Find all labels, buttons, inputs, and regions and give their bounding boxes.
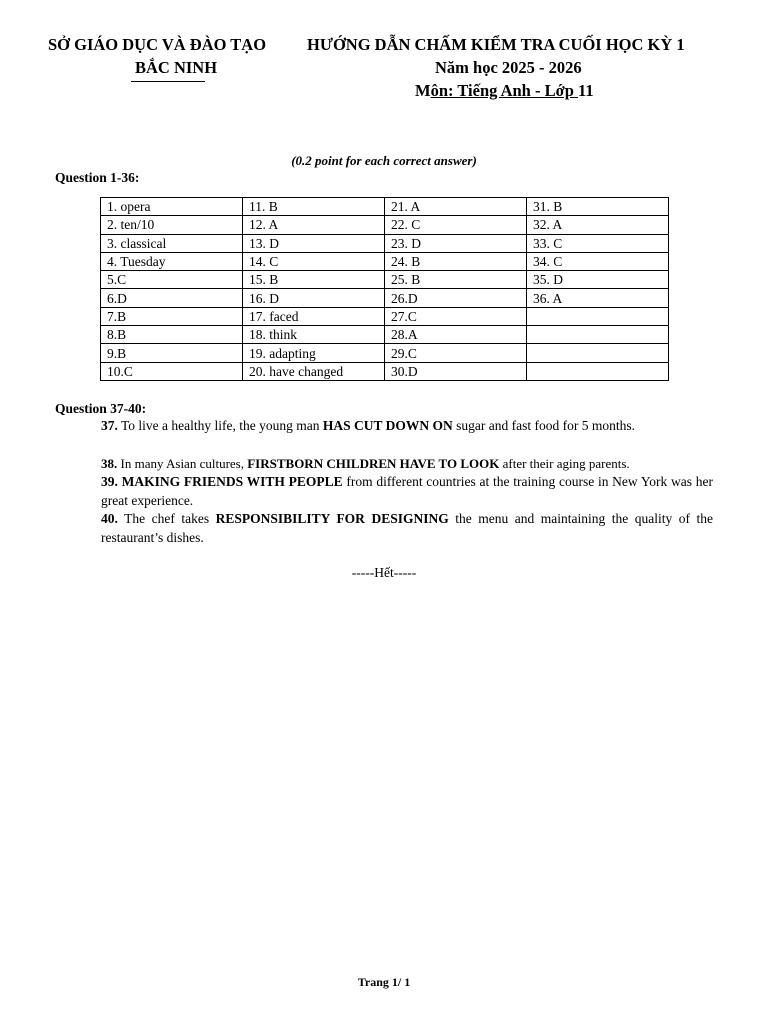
answer-text: from different countries at the training course in New York was her great experience. bbox=[101, 474, 714, 508]
answer-39 bbox=[101, 473, 713, 510]
end-marker: -----Hết----- bbox=[351, 565, 417, 580]
answer-cell: 11. B bbox=[243, 198, 385, 216]
answer-cell: 9.B bbox=[101, 344, 243, 362]
answer-text: To live a healthy life, the young man bbox=[117, 418, 323, 433]
header-divider bbox=[131, 81, 205, 82]
scoring-note: (0.2 point for each correct answer) bbox=[291, 153, 477, 168]
answer-cell bbox=[527, 326, 669, 344]
answer-cell: 8.B bbox=[101, 326, 243, 344]
table-row bbox=[101, 198, 669, 216]
answer-cell: 29.C bbox=[385, 344, 527, 362]
table-row bbox=[101, 362, 669, 380]
table-row bbox=[101, 307, 669, 325]
table-row bbox=[101, 326, 669, 344]
answer-text: The chef takes bbox=[117, 511, 216, 526]
table-row bbox=[101, 344, 669, 362]
answer-38 bbox=[101, 455, 713, 474]
answer-number: 39. bbox=[101, 474, 118, 489]
answer-text: sugar and fast food for 5 months. bbox=[452, 418, 636, 433]
school-year: Năm học 2025 - 2026 bbox=[435, 58, 582, 77]
subject-name: ôn: Tiếng Anh - Lớp bbox=[430, 81, 579, 100]
answer-cell bbox=[527, 362, 669, 380]
section-label-37-40: Question 37-40: bbox=[55, 401, 147, 416]
answer-cell: 34. C bbox=[527, 252, 669, 270]
province-name: BẮC NINH bbox=[135, 58, 218, 77]
answer-number: 40. bbox=[101, 511, 118, 526]
answer-cell: 27.C bbox=[385, 307, 527, 325]
table-row bbox=[101, 252, 669, 270]
answer-cell bbox=[527, 344, 669, 362]
answer-cell: 21. A bbox=[385, 198, 527, 216]
answer-cell: 6.D bbox=[101, 289, 243, 307]
answer-cell: 19. adapting bbox=[243, 344, 385, 362]
answer-number: 38. bbox=[101, 456, 118, 471]
answer-cell: 1. opera bbox=[101, 198, 243, 216]
document-title: HƯỚNG DẪN CHẤM KIỂM TRA CUỐI HỌC KỲ 1 bbox=[307, 35, 685, 54]
subject-prefix: M bbox=[415, 81, 431, 100]
answer-cell: 3. classical bbox=[101, 234, 243, 252]
answer-cell: 16. D bbox=[243, 289, 385, 307]
answer-37 bbox=[101, 417, 713, 436]
answer-cell: 10.C bbox=[101, 362, 243, 380]
answer-cell: 5.C bbox=[101, 271, 243, 289]
answer-cell: 15. B bbox=[243, 271, 385, 289]
answer-cell: 35. D bbox=[527, 271, 669, 289]
answer-40 bbox=[101, 510, 713, 547]
answer-key-phrase: RESPONSIBILITY FOR DESIGNING bbox=[215, 511, 449, 526]
answer-table bbox=[100, 197, 669, 381]
answer-cell: 28.A bbox=[385, 326, 527, 344]
answer-text: after their aging parents. bbox=[499, 456, 630, 471]
department-name: SỞ GIÁO DỤC VÀ ĐÀO TẠO bbox=[48, 35, 267, 54]
page-number: Trang 1/ 1 bbox=[357, 975, 411, 989]
answer-cell: 4. Tuesday bbox=[101, 252, 243, 270]
table-row bbox=[101, 216, 669, 234]
answer-table-body bbox=[101, 198, 669, 381]
answer-cell: 22. C bbox=[385, 216, 527, 234]
answer-key-phrase: HAS CUT DOWN ON bbox=[322, 418, 453, 433]
answer-cell: 7.B bbox=[101, 307, 243, 325]
answer-text: the menu and maintaining the quality of the restaurant’s dishes. bbox=[101, 511, 713, 545]
answer-cell: 32. A bbox=[527, 216, 669, 234]
answer-cell: 12. A bbox=[243, 216, 385, 234]
subject-grade: 11 bbox=[578, 81, 594, 100]
answer-cell: 24. B bbox=[385, 252, 527, 270]
answer-cell: 2. ten/10 bbox=[101, 216, 243, 234]
answer-cell: 14. C bbox=[243, 252, 385, 270]
answer-cell: 18. think bbox=[243, 326, 385, 344]
answer-cell: 30.D bbox=[385, 362, 527, 380]
answer-cell: 36. A bbox=[527, 289, 669, 307]
answer-cell: 26.D bbox=[385, 289, 527, 307]
section-label-1-36: Question 1-36: bbox=[55, 170, 140, 185]
answer-number: 37. bbox=[101, 418, 118, 433]
answer-text: In many Asian cultures, bbox=[117, 456, 248, 471]
answer-cell: 23. D bbox=[385, 234, 527, 252]
answer-key-phrase: MAKING FRIENDS WITH PEOPLE bbox=[121, 474, 343, 489]
answer-cell: 20. have changed bbox=[243, 362, 385, 380]
table-row bbox=[101, 289, 669, 307]
answer-cell bbox=[527, 307, 669, 325]
table-row bbox=[101, 234, 669, 252]
answer-cell: 31. B bbox=[527, 198, 669, 216]
answer-cell: 17. faced bbox=[243, 307, 385, 325]
answer-cell: 25. B bbox=[385, 271, 527, 289]
subject-line bbox=[415, 81, 594, 101]
answer-cell: 13. D bbox=[243, 234, 385, 252]
table-row bbox=[101, 271, 669, 289]
answer-cell: 33. C bbox=[527, 234, 669, 252]
answer-key-phrase: FIRSTBORN CHILDREN HAVE TO LOOK bbox=[247, 456, 500, 471]
